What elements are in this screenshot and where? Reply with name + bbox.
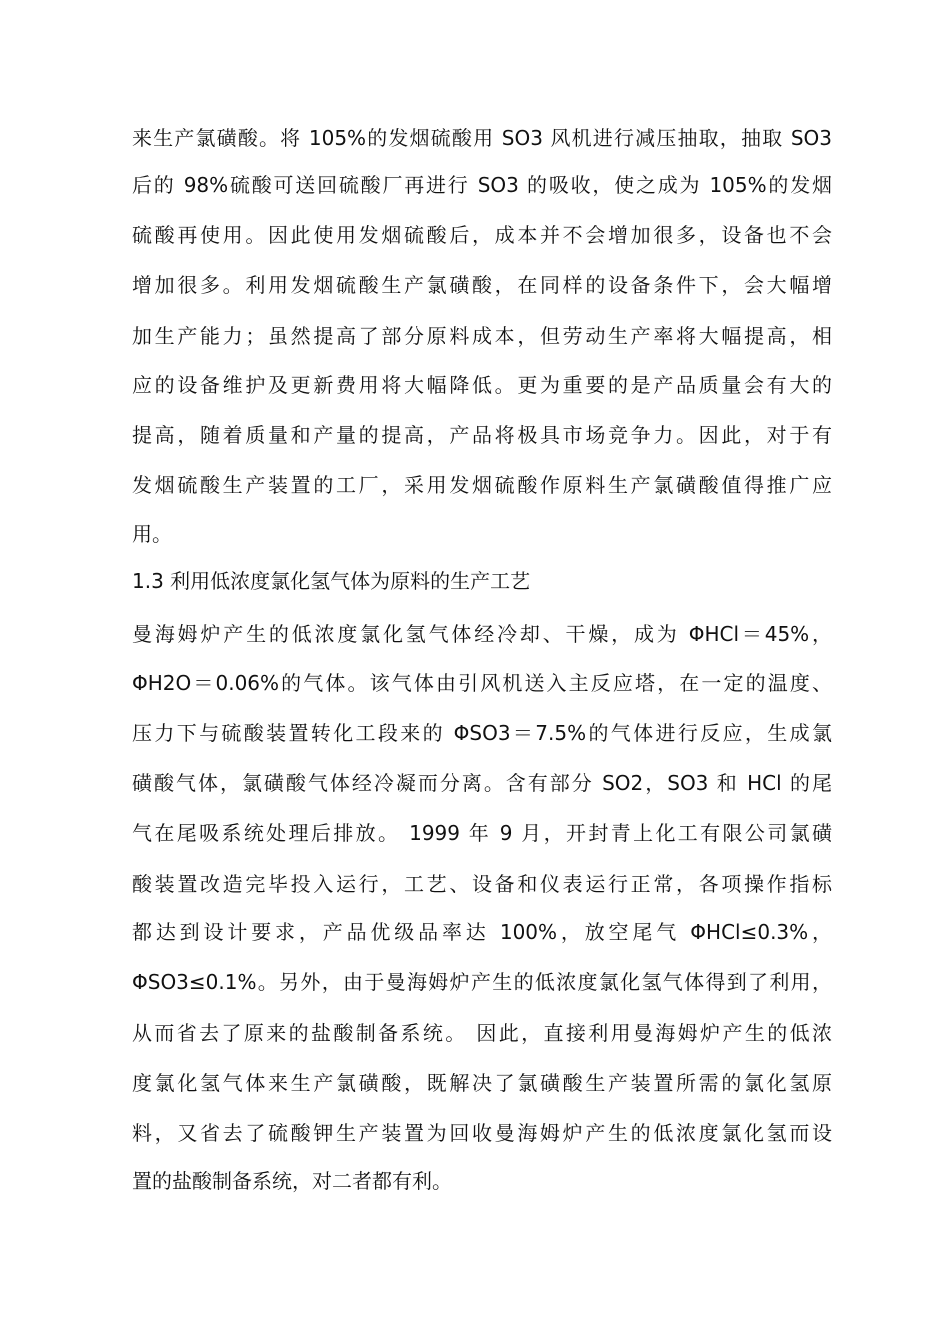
paragraph-1-line: 后的 98%硫酸可送回硫酸厂再进行 SO3 的吸收，使之成为 105%的发烟 xyxy=(132,173,832,197)
paragraph-2-line: 度氯化氢气体来生产氯磺酸，既解决了氯磺酸生产装置所需的氯化氢原 xyxy=(132,1071,832,1095)
paragraph-1-line: 硫酸再使用。因此使用发烟硫酸后，成本并不会增加很多，设备也不会 xyxy=(132,223,832,247)
paragraph-2-line: 置的盐酸制备系统，对二者都有利。 xyxy=(132,1169,452,1193)
paragraph-2-line: 压力下与硫酸装置转化工段来的 ΦSO3＝7.5%的气体进行反应，生成氯 xyxy=(132,721,832,745)
paragraph-2-line: ΦSO3≤0.1%。另外，由于曼海姆炉产生的低浓度氯化氢气体得到了利用， xyxy=(132,970,832,994)
paragraph-2-line: ΦH2O＝0.06%的气体。该气体由引风机送入主反应塔，在一定的温度、 xyxy=(132,671,832,695)
paragraph-2-line: 从而省去了原来的盐酸制备系统。 因此，直接利用曼海姆炉产生的低浓 xyxy=(132,1021,832,1045)
paragraph-1-line: 加生产能力；虽然提高了部分原料成本，但劳动生产率将大幅提高，相 xyxy=(132,324,832,348)
paragraph-2-line: 料，又省去了硫酸钾生产装置为回收曼海姆炉产生的低浓度氯化氢而设 xyxy=(132,1121,832,1145)
paragraph-1-line: 增加很多。利用发烟硫酸生产氯磺酸，在同样的设备条件下，会大幅增 xyxy=(132,273,832,297)
paragraph-1-line: 应的设备维护及更新费用将大幅降低。更为重要的是产品质量会有大的 xyxy=(132,373,832,397)
paragraph-2-line: 都达到设计要求，产品优级品率达 100%，放空尾气 ΦHCl≤0.3%， xyxy=(132,920,832,944)
paragraph-1-line: 提高，随着质量和产量的提高，产品将极具市场竞争力。因此，对于有 xyxy=(132,423,832,447)
paragraph-2-line: 气在尾吸系统处理后排放。 1999 年 9 月，开封青上化工有限公司氯磺 xyxy=(132,821,832,845)
paragraph-1-line: 来生产氯磺酸。将 105%的发烟硫酸用 SO3 风机进行减压抽取，抽取 SO3 xyxy=(132,126,832,150)
paragraph-1-line: 用。 xyxy=(132,522,172,546)
paragraph-1-line: 发烟硫酸生产装置的工厂，采用发烟硫酸作原料生产氯磺酸值得推广应 xyxy=(132,473,832,497)
paragraph-2-line: 磺酸气体，氯磺酸气体经冷凝而分离。含有部分 SO2，SO3 和 HCl 的尾 xyxy=(132,771,832,795)
section-heading: 1.3 利用低浓度氯化氢气体为原料的生产工艺 xyxy=(132,569,531,593)
paragraph-2-line: 曼海姆炉产生的低浓度氯化氢气体经冷却、干燥，成为 ΦHCl＝45%， xyxy=(132,622,832,646)
paragraph-2-line: 酸装置改造完毕投入运行，工艺、设备和仪表运行正常，各项操作指标 xyxy=(132,872,832,896)
